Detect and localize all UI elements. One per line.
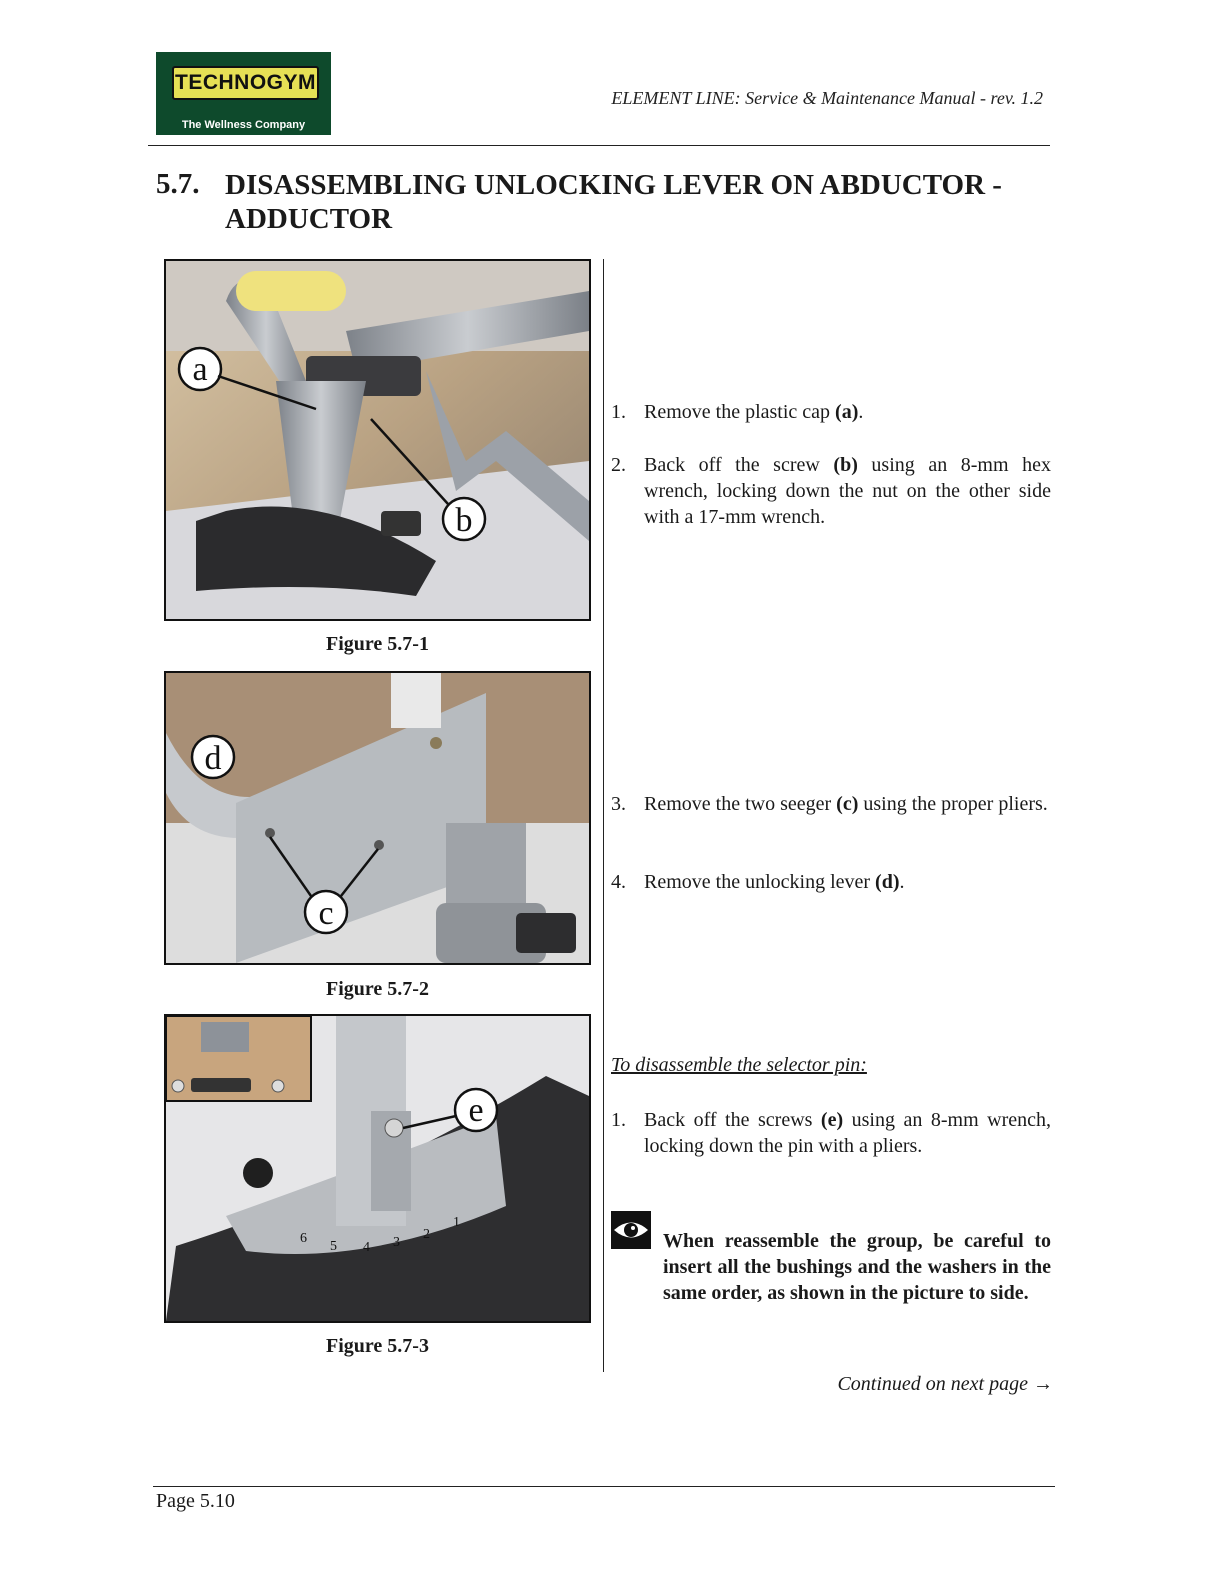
step-ref: (d) [875, 871, 900, 893]
continued-note: Continued on next page → [837, 1373, 1053, 1395]
figure-5-7-2 [164, 671, 591, 965]
figure-label-a: a [192, 351, 208, 388]
step-text: Remove the plastic cap [644, 401, 836, 423]
step-text: . [858, 401, 864, 423]
section-title: DISASSEMBLING UNLOCKING LEVER ON ABDUCTOR - ADDUCTOR [225, 169, 1002, 235]
figure-caption: Figure 5.7-3 [326, 1335, 429, 1357]
figure-caption: Figure 5.7-2 [326, 978, 429, 1000]
step-text: Back off the screws [644, 1109, 821, 1131]
scale-mark: 5 [330, 1239, 337, 1254]
scale-mark: 6 [300, 1231, 307, 1246]
step-3 [611, 791, 1051, 817]
step-number: 3. [611, 793, 626, 815]
step-number: 4. [611, 871, 626, 893]
scale-mark: 3 [393, 1235, 400, 1250]
figure-label-d: d [204, 740, 222, 777]
step-2 [611, 452, 1051, 530]
figure-5-7-1 [164, 259, 591, 621]
step-ref: (a) [835, 401, 859, 423]
header-rule [148, 145, 1050, 146]
section-number: 5.7. [156, 168, 200, 200]
figure-label-e: e [468, 1092, 484, 1129]
eye-icon [611, 1211, 651, 1249]
step-number: 1. [611, 1109, 626, 1131]
logo-wordmark: TECHNOGYM [175, 71, 316, 94]
figure-5-7-3 [164, 1014, 591, 1323]
logo-plate [172, 66, 319, 100]
step-4 [611, 869, 1051, 895]
page-number: Page 5.10 [156, 1490, 235, 1512]
figure-label-b: b [455, 502, 473, 539]
selector-step-1 [611, 1107, 1051, 1159]
subheading-selector-pin: To disassemble the selector pin: [611, 1054, 867, 1076]
step-1 [611, 399, 1051, 425]
reassembly-note: When reassemble the group, be careful to insert all the bushings and the washers in the same order, as shown in the picture to side. [663, 1230, 1051, 1304]
scale-mark: 1 [453, 1215, 460, 1230]
scale-mark: 2 [423, 1227, 430, 1242]
step-ref: (e) [820, 1109, 844, 1131]
technogym-logo [156, 52, 331, 135]
column-divider [603, 259, 604, 1372]
footer-rule [153, 1486, 1055, 1487]
step-text: using the proper pliers. [858, 793, 1048, 815]
step-text: Remove the two seeger [644, 793, 837, 815]
scale-mark: 4 [363, 1240, 370, 1255]
logo-tagline: The Wellness Company [181, 119, 306, 131]
step-ref: (c) [836, 793, 859, 815]
figure-label-c: c [318, 895, 334, 932]
step-number: 1. [611, 401, 626, 423]
step-text: using an 8-mm hex wrench, locking down the nut on the other side with a 17-mm wrench. [644, 454, 1051, 528]
step-number: 2. [611, 454, 626, 476]
step-text: Back off the screw [644, 454, 834, 476]
step-text: Remove the unlocking lever [644, 871, 876, 893]
header-title: ELEMENT LINE: Service & Maintenance Manual - rev. 1.2 [611, 88, 1043, 108]
figure-caption: Figure 5.7-1 [326, 633, 429, 655]
step-ref: (b) [833, 454, 858, 476]
step-text: . [899, 871, 905, 893]
step-text: using an 8-mm wrench, locking down the pin with a pliers. [644, 1109, 1051, 1157]
